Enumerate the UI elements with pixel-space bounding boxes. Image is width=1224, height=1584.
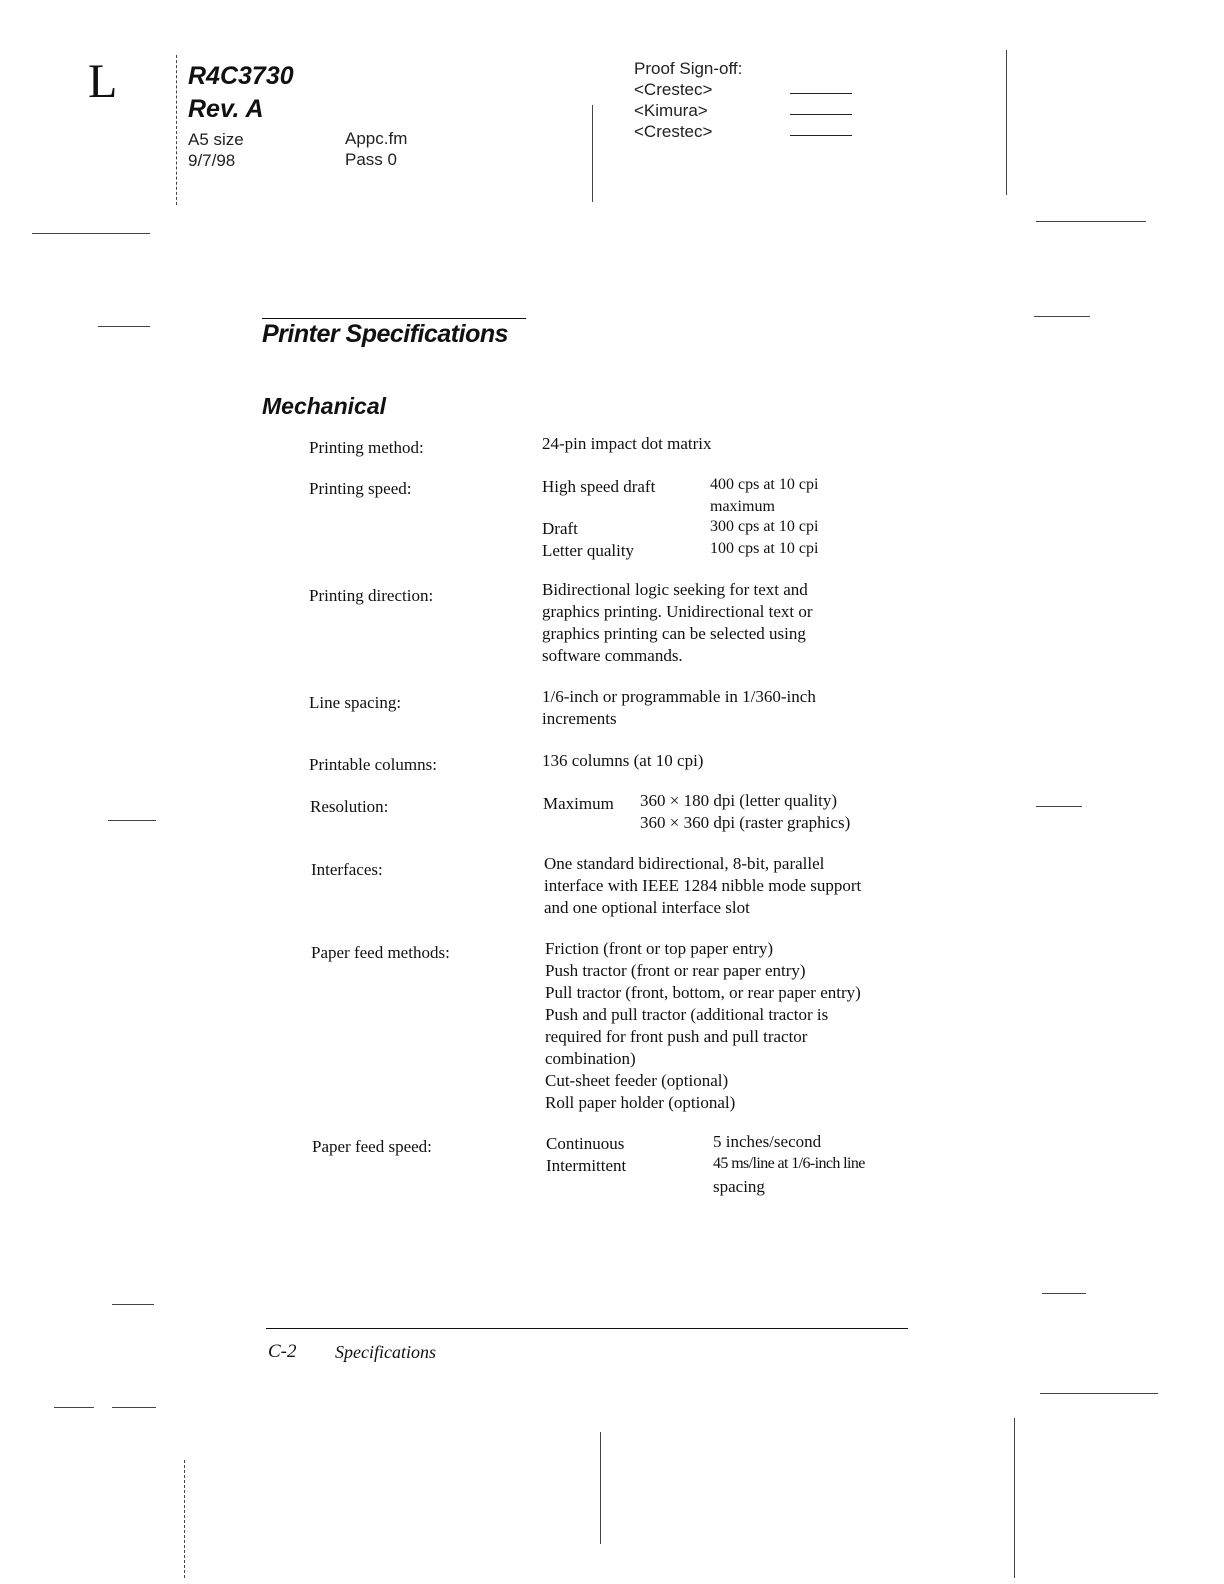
- speed-value: 300 cps at 10 cpi: [710, 518, 819, 535]
- crop-mark: [1036, 806, 1082, 807]
- value-line: graphics printing. Unidirectional text or: [542, 602, 813, 621]
- value-line: 1/6-inch or programmable in 1/360-inch: [542, 687, 816, 706]
- resolution-value: 360 × 180 dpi (letter quality): [640, 791, 838, 810]
- spec-value: [544, 853, 861, 919]
- crop-mark: [108, 820, 156, 821]
- spec-label: Printing method:: [309, 438, 424, 457]
- feed-mode: Continuous: [546, 1134, 625, 1153]
- document-pass: Pass 0: [345, 150, 397, 169]
- proof-entry: <Crestec>: [634, 122, 713, 141]
- crop-mark: [1036, 221, 1146, 222]
- value-line: Cut-sheet feeder (optional): [545, 1071, 729, 1090]
- speed-mode: High speed draft: [542, 477, 656, 496]
- proof-signoff: [634, 58, 742, 142]
- spec-value: 136 columns (at 10 cpi): [542, 751, 704, 770]
- spec-label: Interfaces:: [311, 860, 383, 879]
- spec-label: Line spacing:: [309, 693, 402, 712]
- crop-mark: [98, 326, 150, 327]
- crop-mark: [54, 1407, 94, 1408]
- crop-mark: [1040, 1393, 1158, 1394]
- speed-mode: Letter quality: [542, 541, 635, 560]
- spec-label: Resolution:: [310, 797, 389, 816]
- crop-mark: [112, 1304, 154, 1305]
- value-line: Push tractor (front or rear paper entry): [545, 961, 806, 980]
- crop-mark: [1014, 1418, 1015, 1578]
- footer-rule: [266, 1328, 908, 1329]
- value-line: and one optional interface slot: [544, 898, 750, 917]
- resolution-prefix: Maximum: [543, 794, 614, 813]
- value-line: One standard bidirectional, 8-bit, parallel: [544, 854, 825, 873]
- feed-value: 5 inches/second: [713, 1132, 822, 1151]
- crop-mark: [1042, 1293, 1086, 1294]
- spec-value: 24-pin impact dot matrix: [542, 434, 712, 453]
- crop-mark: [184, 1460, 185, 1578]
- spec-label: Printing speed:: [309, 479, 412, 498]
- resolution-value: 360 × 360 dpi (raster graphics): [640, 813, 851, 832]
- value-line: interface with IEEE 1284 nibble mode support: [544, 876, 862, 895]
- spec-label: Paper feed speed:: [312, 1137, 432, 1156]
- speed-value: 100 cps at 10 cpi: [710, 540, 819, 557]
- signature-line: [790, 93, 852, 94]
- value-line: graphics printing can be selected using: [542, 624, 806, 643]
- value-line: combination): [545, 1049, 636, 1068]
- crop-mark: [112, 1407, 156, 1408]
- page-number: C-2: [268, 1341, 297, 1362]
- document-revision: Rev. A: [188, 94, 264, 123]
- crop-mark: [592, 105, 593, 202]
- proof-entry: <Crestec>: [634, 80, 713, 99]
- crop-mark: [1034, 316, 1090, 317]
- crop-mark: [176, 55, 177, 205]
- value-line: increments: [542, 709, 617, 728]
- footer-title: Specifications: [335, 1342, 436, 1362]
- signature-line: [790, 135, 852, 136]
- page-side-letter: L: [88, 55, 118, 108]
- value-line: Roll paper holder (optional): [545, 1093, 736, 1112]
- speed-value: 400 cps at 10 cpi: [710, 476, 819, 493]
- subsection-title: Mechanical: [262, 393, 386, 419]
- spec-value: [542, 686, 816, 730]
- value-line: required for front push and pull tractor: [545, 1027, 808, 1046]
- proof-entry: <Kimura>: [634, 101, 708, 120]
- value-line: Friction (front or top paper entry): [545, 939, 774, 958]
- section-title-rule: [262, 318, 526, 319]
- document-date: 9/7/98: [188, 151, 236, 170]
- document-id: [188, 60, 294, 125]
- proof-title: Proof Sign-off:: [634, 59, 743, 78]
- feed-mode: Intermittent: [546, 1156, 627, 1175]
- value-line: Push and pull tractor (additional tractor is: [545, 1005, 829, 1024]
- signature-line: [790, 114, 852, 115]
- value-line: Pull tractor (front, bottom, or rear paper entry): [545, 983, 861, 1002]
- value-line: software commands.: [542, 646, 683, 665]
- feed-value: 45 ms/line at 1/6-inch line: [713, 1155, 865, 1172]
- spec-label: Paper feed methods:: [311, 943, 450, 962]
- crop-mark: [600, 1432, 601, 1544]
- spec-value: [545, 938, 861, 1114]
- document-number: R4C3730: [188, 62, 294, 90]
- crop-mark: [32, 233, 150, 234]
- spec-label: Printing direction:: [309, 586, 434, 605]
- section-title: Printer Specifications: [262, 320, 509, 348]
- feed-value: spacing: [713, 1177, 765, 1196]
- speed-value: maximum: [710, 498, 775, 515]
- speed-mode: Draft: [542, 519, 578, 538]
- spec-label: Printable columns:: [309, 755, 437, 774]
- value-line: Bidirectional logic seeking for text and: [542, 580, 808, 599]
- spec-value: [542, 579, 813, 667]
- crop-mark: [1006, 50, 1007, 195]
- document-file: Appc.fm: [345, 129, 408, 148]
- document-size: A5 size: [188, 130, 244, 149]
